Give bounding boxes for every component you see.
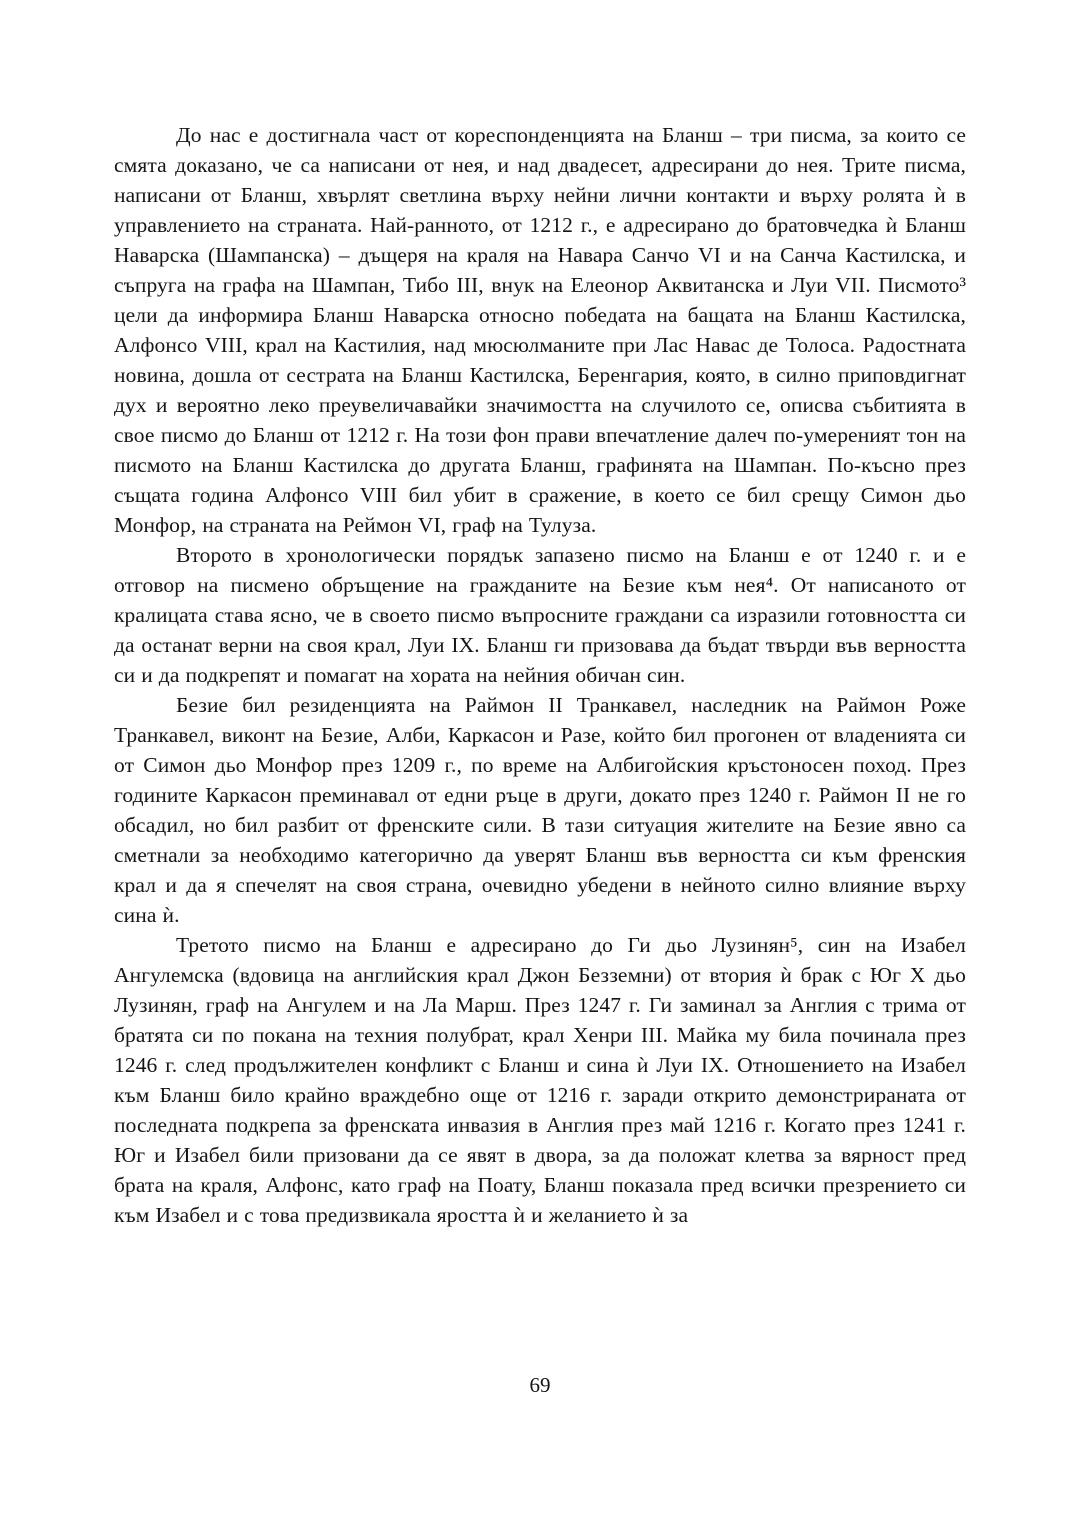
page-number: 69 [529, 1373, 551, 1397]
paragraph-3: Безие бил резиденцията на Раймон II Транкавел, наследник на Раймон Роже Транкавел, виконт на Безие, Алби, Каркасон и Разе, който бил прогонен от владенията си от Симон дьо Монфор през 1209 г., по време на Албигойския кръстоносен поход. През годините Каркасон преминавал от едни ръце в други, докато през 1240 г. Раймон II не го обсадил, но бил разбит от френските сили. В тази ситуация жителите на Безие явно са сметнали за необходимо категорично да уверят Бланш във верността си към френския крал и да я спечелят на своя страна, очевидно убедени в нейното силно влияние върху сина ѝ. [114, 693, 966, 927]
paragraph-1: До нас е достигнала част от кореспонденцията на Бланш – три писма, за които се смята доказано, че са написани от нея, и над двадесет, адресирани до нея. Трите писма, написани от Бланш, хвърлят светлина върху нейни лични контакти и върху ролята ѝ в управлението на страната. Най-ранното, от 1212 г., е адресирано до братовчедка ѝ Бланш Наварска (Шампанска) – дъщеря на краля на Навара Санчо VI и на Санча Кастилска, и съпруга на графа на Шампан, Тибо III, внук на Елеонор Аквитанска и Луи VII. Писмото³ цели да информира Бланш Наварска относно победата на бащата на Бланш Кастилска, Алфонсо VIII, крал на Кастилия, над мюсюлманите при Лас Навас де Толоса. Радостната новина, дошла от сестрата на Бланш Кастилска, Беренгария, която, в силно приповдигнат дух и вероятно леко преувеличавайки значимостта на случилото се, описва събитията в свое писмо до Бланш от 1212 г. На този фон прави впечатление далеч по-умереният тон на писмото на Бланш Кастилска до другата Бланш, графинята на Шампан. По-късно през същата година Алфонсо VIII бил убит в сражение, в което се бил срещу Симон дьо Монфор, на страната на Реймон VI, граф на Тулуза. [114, 123, 966, 537]
paragraph-4: Третото писмо на Бланш е адресирано до Ги дьо Лузинян⁵, син на Изабел Ангулемска (вдовица на английския крал Джон Безземни) от втория ѝ брак с Юг X дьо Лузинян, граф на Ангулем и на Ла Марш. През 1247 г. Ги заминал за Англия с трима от братята си по покана на техния полубрат, крал Хенри III. Майка му била починала през 1246 г. след продължителен конфликт с Бланш и сина ѝ Луи IX. Отношението на Изабел към Бланш било крайно враждебно още от 1216 г. заради открито демонстрираната от последната подкрепа за френската инвазия в Англия през май 1216 г. Когато през 1241 г. Юг и Изабел били призовани да се явят в двора, за да положат клетва за вярност пред брата на краля, Алфонс, като граф на Поату, Бланш показала пред всички презрението си към Изабел и с това предизвикала яростта ѝ и желанието ѝ за [114, 933, 966, 1227]
paragraph-2: Второто в хронологически порядък запазено писмо на Бланш е от 1240 г. и е отговор на писмено обръщение на гражданите на Безие към нея⁴. От написаното от кралицата става ясно, че в своето писмо въпросните граждани са изразили готовността си да останат верни на своя крал, Луи IX. Бланш ги призовава да бъдат твърди във верността си и да подкрепят и помагат на хората на нейния обичан син. [114, 543, 966, 687]
document-page [114, 120, 966, 1230]
